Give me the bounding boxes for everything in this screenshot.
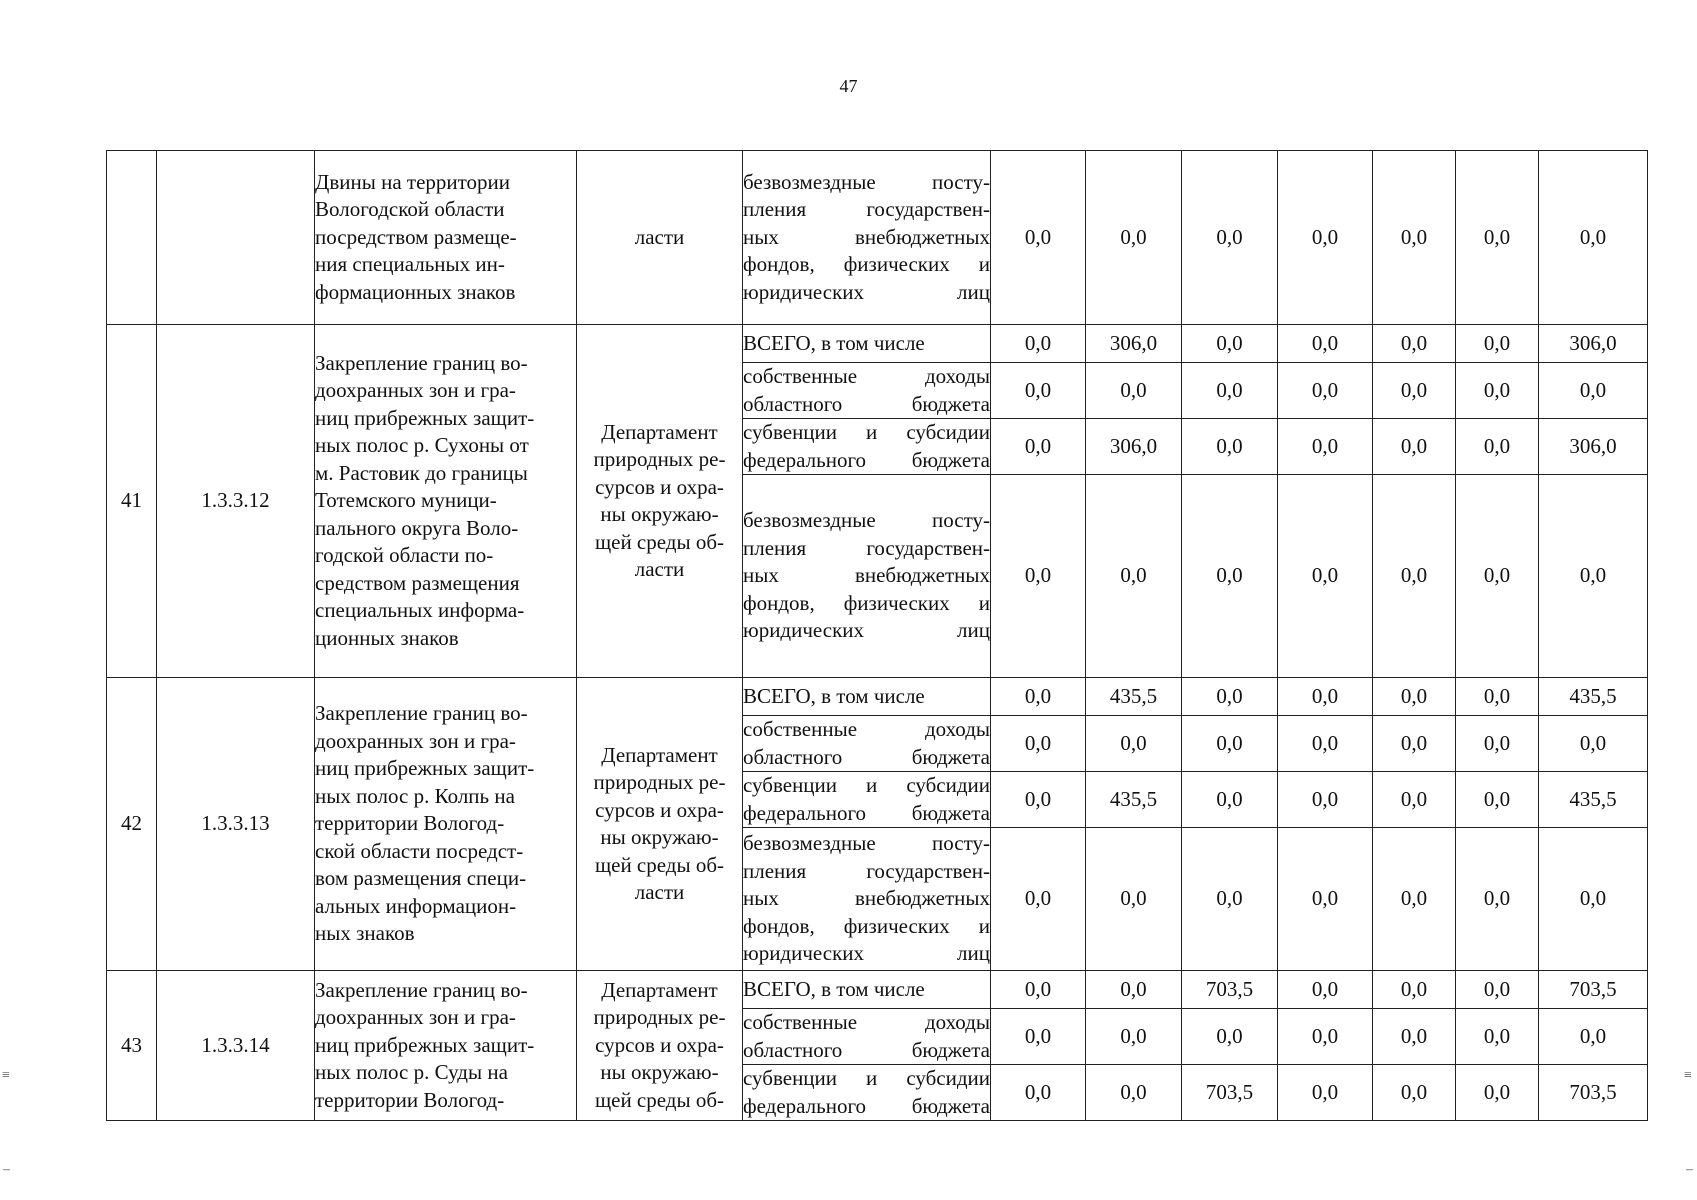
funding-value: 0,0 bbox=[1086, 1065, 1182, 1121]
funding-value: 0,0 bbox=[1373, 772, 1456, 828]
funding-value: 0,0 bbox=[1373, 716, 1456, 772]
funding-source-label: безвозмездные посту- пления государствен- ных внебюджетных фондов, физических и юридических лиц bbox=[743, 828, 991, 971]
funding-value: 0,0 bbox=[1182, 772, 1278, 828]
funding-value: 0,0 bbox=[1456, 363, 1539, 419]
funding-value: 0,0 bbox=[1456, 716, 1539, 772]
page-number: 47 bbox=[839, 76, 858, 96]
funding-value: 0,0 bbox=[991, 419, 1086, 475]
budget-table bbox=[106, 150, 1648, 1121]
row-number bbox=[107, 151, 157, 325]
measure-code: 1.3.3.13 bbox=[157, 678, 315, 971]
funding-value: 0,0 bbox=[1086, 716, 1182, 772]
funding-value: 0,0 bbox=[1278, 1065, 1373, 1121]
funding-value: 0,0 bbox=[1539, 716, 1648, 772]
funding-value: 306,0 bbox=[1539, 419, 1648, 475]
funding-source-label: собственные доходы областного бюджета bbox=[743, 1009, 991, 1065]
funding-value: 0,0 bbox=[1086, 1009, 1182, 1065]
funding-value: 0,0 bbox=[991, 678, 1086, 716]
responsible-executor: Департамент природных ре- сурсов и охра- ны окружаю- щей среды об- ласти bbox=[577, 325, 743, 678]
funding-value: 0,0 bbox=[1456, 475, 1539, 678]
funding-value: 0,0 bbox=[1373, 363, 1456, 419]
funding-source-label: безвозмездные посту- пления государствен- ных внебюджетных фондов, физических и юридических лиц bbox=[743, 475, 991, 678]
funding-value: 0,0 bbox=[1373, 325, 1456, 363]
funding-value: 0,0 bbox=[1278, 971, 1373, 1009]
funding-value: 435,5 bbox=[1539, 678, 1648, 716]
funding-value: 703,5 bbox=[1182, 971, 1278, 1009]
funding-value: 0,0 bbox=[1456, 325, 1539, 363]
funding-value: 703,5 bbox=[1182, 1065, 1278, 1121]
funding-source-label: субвенции и субсидии федерального бюджета bbox=[743, 419, 991, 475]
funding-value: 0,0 bbox=[1182, 678, 1278, 716]
funding-source-label: субвенции и субсидии федерального бюджета bbox=[743, 772, 991, 828]
measure-description: Закрепление границ во- доохранных зон и гра- ниц прибрежных защит- ных полос р. Суды на территории Вологод- bbox=[315, 971, 577, 1121]
funding-value: 0,0 bbox=[991, 363, 1086, 419]
funding-source-label: собственные доходы областного бюджета bbox=[743, 363, 991, 419]
funding-value: 0,0 bbox=[1278, 363, 1373, 419]
funding-value: 0,0 bbox=[1086, 828, 1182, 971]
funding-value: 0,0 bbox=[1456, 678, 1539, 716]
margin-dash-left: – bbox=[3, 1162, 10, 1177]
funding-source-label: субвенции и субсидии федерального бюджета bbox=[743, 1065, 991, 1121]
row-number: 41 bbox=[107, 325, 157, 678]
funding-value: 0,0 bbox=[1182, 828, 1278, 971]
table-row bbox=[107, 325, 1648, 363]
funding-value: 0,0 bbox=[1086, 363, 1182, 419]
funding-value: 0,0 bbox=[1456, 1009, 1539, 1065]
funding-value: 0,0 bbox=[1278, 828, 1373, 971]
funding-value: 0,0 bbox=[1182, 151, 1278, 325]
funding-value: 0,0 bbox=[1539, 1009, 1648, 1065]
funding-value: 0,0 bbox=[1182, 325, 1278, 363]
funding-value: 0,0 bbox=[1373, 971, 1456, 1009]
funding-value: 0,0 bbox=[991, 716, 1086, 772]
funding-value: 0,0 bbox=[1278, 151, 1373, 325]
funding-value: 0,0 bbox=[1456, 971, 1539, 1009]
funding-value: 0,0 bbox=[991, 1065, 1086, 1121]
funding-value: 0,0 bbox=[1182, 716, 1278, 772]
funding-value: 435,5 bbox=[1086, 678, 1182, 716]
funding-value: 0,0 bbox=[1539, 363, 1648, 419]
measure-code: 1.3.3.14 bbox=[157, 971, 315, 1121]
funding-value: 0,0 bbox=[1182, 1009, 1278, 1065]
funding-value: 0,0 bbox=[1456, 1065, 1539, 1121]
funding-value: 0,0 bbox=[1373, 678, 1456, 716]
funding-value: 0,0 bbox=[1182, 363, 1278, 419]
funding-value: 0,0 bbox=[1456, 828, 1539, 971]
funding-source-label: ВСЕГО, в том числе bbox=[743, 325, 991, 363]
funding-value: 0,0 bbox=[1456, 772, 1539, 828]
funding-value: 0,0 bbox=[991, 772, 1086, 828]
funding-value: 0,0 bbox=[991, 151, 1086, 325]
margin-dash-right: – bbox=[1686, 1162, 1693, 1177]
funding-value: 0,0 bbox=[1278, 475, 1373, 678]
funding-value: 0,0 bbox=[991, 828, 1086, 971]
responsible-executor: ласти bbox=[577, 151, 743, 325]
funding-source-label: собственные доходы областного бюджета bbox=[743, 716, 991, 772]
funding-value: 0,0 bbox=[1182, 419, 1278, 475]
funding-value: 435,5 bbox=[1086, 772, 1182, 828]
funding-value: 0,0 bbox=[1373, 419, 1456, 475]
funding-value: 0,0 bbox=[1278, 678, 1373, 716]
funding-value: 0,0 bbox=[991, 475, 1086, 678]
funding-value: 0,0 bbox=[1278, 419, 1373, 475]
funding-source-label: ВСЕГО, в том числе bbox=[743, 971, 991, 1009]
funding-value: 0,0 bbox=[991, 325, 1086, 363]
funding-value: 0,0 bbox=[1278, 716, 1373, 772]
table-row bbox=[107, 151, 1648, 325]
funding-value: 0,0 bbox=[1539, 151, 1648, 325]
funding-value: 0,0 bbox=[1086, 151, 1182, 325]
funding-value: 0,0 bbox=[1456, 151, 1539, 325]
funding-value: 703,5 bbox=[1539, 1065, 1648, 1121]
funding-value: 0,0 bbox=[1373, 1065, 1456, 1121]
funding-value: 0,0 bbox=[991, 971, 1086, 1009]
funding-value: 0,0 bbox=[1086, 475, 1182, 678]
funding-value: 0,0 bbox=[1539, 828, 1648, 971]
funding-value: 0,0 bbox=[1086, 971, 1182, 1009]
funding-value: 703,5 bbox=[1539, 971, 1648, 1009]
margin-mark-left: ≡ bbox=[2, 1068, 10, 1083]
funding-value: 0,0 bbox=[1373, 1009, 1456, 1065]
table-row bbox=[107, 678, 1648, 716]
margin-mark-right: ≡ bbox=[1684, 1068, 1692, 1083]
funding-value: 306,0 bbox=[1539, 325, 1648, 363]
funding-value: 0,0 bbox=[1182, 475, 1278, 678]
measure-code: 1.3.3.12 bbox=[157, 325, 315, 678]
funding-value: 0,0 bbox=[1373, 828, 1456, 971]
funding-value: 306,0 bbox=[1086, 325, 1182, 363]
responsible-executor: Департамент природных ре- сурсов и охра- ны окружаю- щей среды об- bbox=[577, 971, 743, 1121]
funding-value: 0,0 bbox=[991, 1009, 1086, 1065]
table-row bbox=[107, 971, 1648, 1009]
funding-value: 0,0 bbox=[1373, 151, 1456, 325]
funding-value: 435,5 bbox=[1539, 772, 1648, 828]
funding-source-label: ВСЕГО, в том числе bbox=[743, 678, 991, 716]
row-number: 42 bbox=[107, 678, 157, 971]
funding-value: 0,0 bbox=[1278, 1009, 1373, 1065]
row-number: 43 bbox=[107, 971, 157, 1121]
responsible-executor: Департамент природных ре- сурсов и охра- ны окружаю- щей среды об- ласти bbox=[577, 678, 743, 971]
funding-source-label: безвозмездные посту- пления государствен- ных внебюджетных фондов, физических и юридических лиц bbox=[743, 151, 991, 325]
measure-description: Закрепление границ во- доохранных зон и гра- ниц прибрежных защит- ных полос р. Колпь на территории Вологод- ской области посредст- вом размещения специ- альных информацион- ных знаков bbox=[315, 678, 577, 971]
funding-value: 0,0 bbox=[1278, 325, 1373, 363]
funding-value: 0,0 bbox=[1373, 475, 1456, 678]
funding-value: 0,0 bbox=[1456, 419, 1539, 475]
measure-description: Двины на территории Вологодской области посредством размеще- ния специальных ин- формационных знаков bbox=[315, 151, 577, 325]
measure-code bbox=[157, 151, 315, 325]
measure-description: Закрепление границ во- доохранных зон и гра- ниц прибрежных защит- ных полос р. Сухоны от м. Растовик до границы Тотемского муници- пального округа Воло- годской области по- средством размещения специальных информа- ционных знаков bbox=[315, 325, 577, 678]
funding-value: 0,0 bbox=[1539, 475, 1648, 678]
funding-value: 0,0 bbox=[1278, 772, 1373, 828]
funding-value: 306,0 bbox=[1086, 419, 1182, 475]
